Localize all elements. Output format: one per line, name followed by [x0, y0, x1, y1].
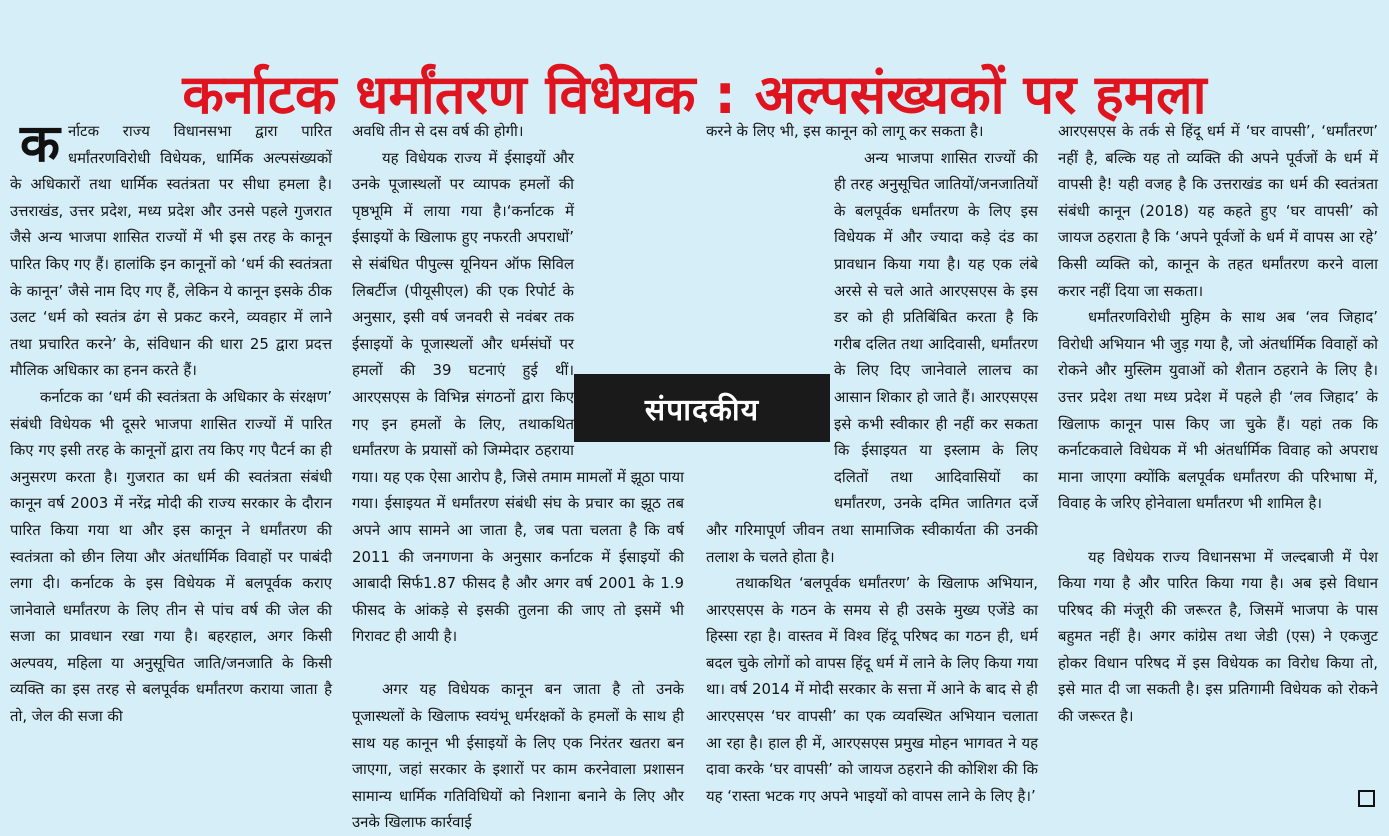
article-column-4: [1058, 118, 1378, 812]
paragraph: अवधि तीन से दस वर्ष की होगी।: [352, 122, 524, 140]
paragraph: धर्मांतरणविरोधी मुहिम के साथ अब ‘लव जिहाद’ विरोधी अभियान भी जुड़ गया है, जो अंतर्धार्मिक विवाहों को रोकने और मुस्लिम युवाओं को शैतान ठहराने के लिए है। उत्तर प्रदेश तथा मध्य प्रदेश में पहले ही ‘लव जिहाद’ के खिलाफ कानून पास किए जा चुके हैं। यहां तक कि कर्नाटकवाले विधेयक में भी अंतर्धार्मिक विवाह को अपराध माना जाएगा क्योंकि बलपूर्वक धर्मांतरण की परिभाषा में, विवाह के जरिए होनेवाला धर्मांतरण भी शामिल है।: [1058, 308, 1378, 513]
editorial-label: [574, 374, 830, 442]
article-column-2: [352, 118, 684, 832]
paragraph: [706, 145, 1038, 571]
paragraph: अगर यह विधेयक कानून बन जाता है तो उनके पूजास्थलों के खिलाफ स्वयंभू धर्मरक्षकों के हमलों के साथ ही साथ यह कानून भी ईसाइयों के लिए एक निरंतर खतरा बन जाएगा, जहां सरकार के इशारों पर काम करनेवाला प्रशासन सामान्य धार्मिक गतिविधियों को निशाना बनाने के लिए और उनके खिलाफ कार्रवाई: [352, 680, 684, 832]
headline: कर्नाटक धर्मांतरण विधेयक : अल्पसंख्यकों पर हमला: [182, 63, 1207, 127]
paragraph: कर्नाटक का ‘धर्म की स्वतंत्रता के अधिकार के संरक्षण’ संबंधी विधेयक भी दूसरे भाजपा शासित राज्यों में पारित किए गए इसी तरह के कानूनों द्वारा तय किए गए पैटर्न का ही अनुसरण करता है। गुजरात का धर्म की स्वतंत्रता संबंधी कानून वर्ष 2003 में नरेंद्र मोदी की राज्य सरकार के दौरान पारित किया गया था और इस कानून ने धर्मांतरण की स्वतंत्रता को छीन लिया और अंतर्धार्मिक विवाहों पर पाबंदी लगा दी। कर्नाटक के इस विधेयक में बलपूर्वक कराए जानेवाले धर्मांतरण के लिए तीन से पांच वर्ष की जेल की सजा का प्रावधान रखा गया है। बहरहाल, अगर किसी अल्पवय, महिला या अनुसूचित जाति/जनजाति के किसी व्यक्ति का इस तरह से बलपूर्वक धर्मांतरण कराया जाता है तो, जेल की सजा की: [10, 387, 332, 726]
paragraph-text: अन्य भाजपा शासित राज्यों की ही तरह अनुसूचित जातियों/जनजातियों के बलपूर्वक धर्मांतरण के लिए इस विधेयक में और ज्यादा कड़े दंड का प्रावधान किया गया है। यह एक लंबे अरसे से चले आते आरएसएस के इस डर को ही प्रतिबिंबित करता है कि गरीब दलित तथा आदिवासी, धर्मांतरण के लिए दिए जानेवाले लालच का आसान शिकार हो जाते हैं। आरएसएस इसे कभी स्वीकार ही नहीं कर सकता कि ईसाइयत या इस्लाम के लिए दलितों तथा आदिवासियों का धर्मांतरण, उनके दमित जातिगत दर्जे और गरिमापूर्ण जीवन तथा सामाजिक स्वीकार्यता की उनकी तलाश के चलते होता है।: [706, 148, 1038, 566]
article-column-3: [706, 118, 1038, 812]
editorial-label-text: संपादकीय: [644, 392, 760, 428]
article-column-1: [10, 114, 332, 812]
paragraph-text: र्नाटक राज्य विधानसभा द्वारा पारित धर्मांतरणविरोधी विधेयक, धार्मिक अल्पसंख्यकों के अधिकारों तथा धार्मिक स्वतंत्रता पर सीधा हमला है। उत्तराखंड, उत्तर प्रदेश, मध्य प्रदेश और उनसे पहले गुजरात जैसे अन्य भाजपा शासित राज्यों में भी इस तरह के कानून पारित किए गए हैं। हालांकि इन कानूनों को ‘धर्म की स्वतंत्रता के कानून’ जैसे नाम दिए गए हैं, लेकिन ये कानून इसके ठीक उलट ‘धर्म को स्वतंत्र ढंग से प्रकट करने, व्यवहार में लाने तथा प्रचारित करने’ के, संविधान की धारा 25 द्वारा प्रदत्त मौलिक अधिकार का हनन करते हैं।: [10, 122, 332, 380]
end-of-article-square-icon: [1358, 790, 1375, 807]
drop-cap: क: [20, 114, 60, 174]
paragraph: आरएसएस के तर्क से हिंदू धर्म में ‘घर वापसी’, ‘धर्मांतरण’ नहीं है, बल्कि यह तो व्यक्ति की अपने पूर्वजों के धर्म में वापसी है! यही वजह है कि उत्तराखंड का धर्म की स्वतंत्रता संबंधी कानून (2018) यह कहते हुए ‘घर वापसी’ को जायज ठहराता है कि ‘अपने पूर्वजों के धर्म में वापस आ रहे’ किसी व्यक्ति को, कानून के तहत धर्मांतरण करने वाला करार नहीं दिया जा सकता।: [1058, 122, 1378, 300]
paragraph-text: यह विधेयक राज्य में ईसाइयों और उनके पूजास्थलों पर व्यापक हमलों की पृष्ठभूमि में लाया गया है।‘कर्नाटक में ईसाइयों के खिलाफ हुए नफरती अपराधों’ से संबंधित पीपुल्स यूनियन ऑफ सिविल लिबर्टीज (पीयूसीएल) की एक रिपोर्ट के अनुसार, इसी वर्ष जनवरी से नवंबर तक ईसाइयों के पूजास्थलों और धर्मसंघों पर हमलों की 39 घटनाएं हुई थीं। आरएसएस के विभिन्न संगठनों द्वारा किए गए इन हमलों के लिए, तथाकथित धर्मांतरण के प्रयासों को जिम्मेदार ठहराया गया। यह एक ऐसा आरोप है, जिसे तमाम मामलों में झूठा पाया गया। ईसाइयत में धर्मांतरण संबंधी संघ के प्रचार का झूठ तब अपने आप सामने आ जाता है, जब पता चलता है कि वर्ष 2011 की जनगणना के अनुसार कर्नाटक में ईसाइयों की आबादी सिर्फ1.87 फीसद है और अगर वर्ष 2001 के 1.9 फीसद के आंकड़े से इसकी तुलना की जाए तो इसमें भी गिरावट ही आयी है।: [352, 148, 684, 646]
paragraph: यह विधेयक राज्य विधानसभा में जल्दबाजी में पेश किया गया है और पारित किया गया है। अब इसे विधान परिषद की मंजूरी की जरूरत है, जिसमें भाजपा के पास बहुमत नहीं है। अगर कांग्रेस तथा जेडी (एस) ने एकजुट होकर विधान परिषद में इस विधेयक का विरोध किया तो, इसे मात दी जा सकती है। इस प्रतिगामी विधेयक को रोकने की जरूरत है।: [1058, 547, 1378, 726]
paragraph: तथाकथित ‘बलपूर्वक धर्मांतरण’ के खिलाफ अभियान, आरएसएस के गठन के समय से ही उसके मुख्य एजेंडे का हिस्सा रहा है। वास्तव में विश्व हिंदू परिषद का गठन ही, धर्म बदल चुके लोगों को वापस हिंदू धर्म में लाने के लिए किया गया था। वर्ष 2014 में मोदी सरकार के सत्ता में आने के बाद से ही आरएसएस ‘घर वापसी’ का एक व्यवस्थित अभियान चलाता आ रहा है। हाल ही में, आरएसएस प्रमुख मोहन भागवत ने यह दावा करके ‘घर वापसी’ को जायज ठहराने की कोशिश की कि यह ‘रास्ता भटक गए अपने भाइयों को वापस लाने के लिए है।’: [706, 574, 1038, 805]
paragraph: करने के लिए भी, इस कानून को लागू कर सकता है।: [706, 122, 984, 140]
paragraph: [10, 114, 332, 384]
